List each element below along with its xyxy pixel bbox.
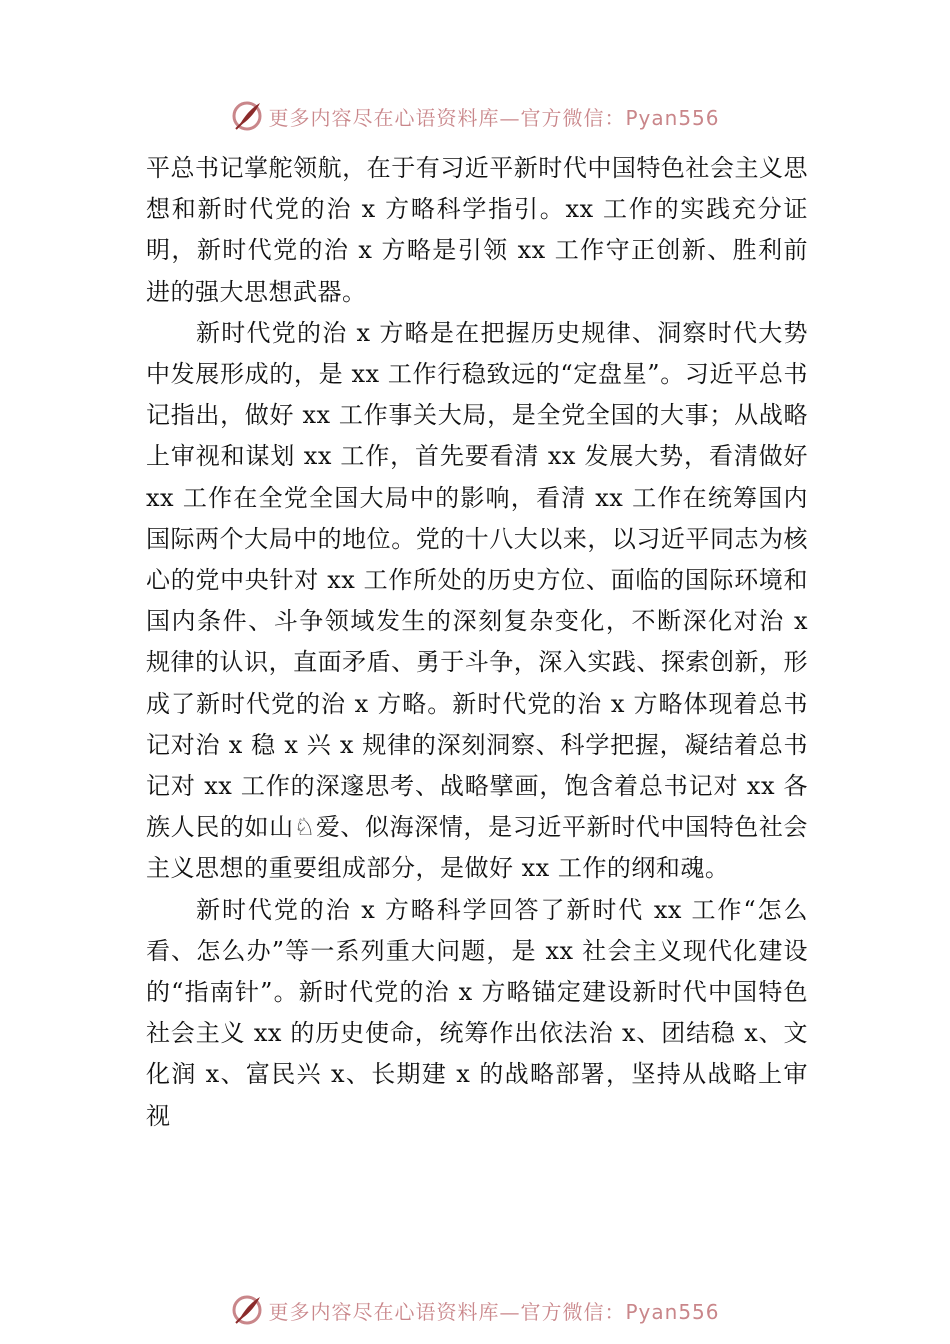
paragraph-1: 平总书记掌舵领航，在于有习近平新时代中国特色社会主义思想和新时代党的治 x 方略科学指引。xx 工作的实践充分证明，新时代党的治 x 方略是引领 xx 工作守正创新、胜利前进的强大思想武器。 — [146, 154, 808, 306]
quill-logo-icon — [230, 1293, 264, 1327]
document-body — [146, 148, 808, 1137]
banner-text: 更多内容尽在心语资料库—官方微信：Pyan556 — [268, 1299, 720, 1324]
banner-text: 更多内容尽在心语资料库—官方微信：Pyan556 — [268, 105, 720, 130]
paragraph-2: 新时代党的治 x 方略是在把握历史规律、洞察时代大势中发展形成的，是 xx 工作行稳致远的“定盘星”。习近平总书记指出，做好 xx 工作事关大局，是全党全国的大事；从战略上审视和谋划 xx 工作，首先要看清 xx 发展大势，看清做好 xx 工作在全党全国大局中的影响，看清 xx 工作在统筹国内国际两个大局中的地位。党的十八大以来，以习近平同志为核心的党中央针对 xx 工作所处的历史方位、面临的国际环境和国内条件、斗争领域发生的深刻复杂变化，不断深化对治 x 规律的认识，直面矛盾、勇于斗争，深入实践、探索创新，形成了新时代党的治 x 方略。新时代党的治 x 方略体现着总书记对治 x 稳 x 兴 x 规律的深刻洞察、科学把握，凝结着总书记对 xx 工作的深邃思考、战略擘画，饱含着总书记对 xx 各族人民的如山♘爱、似海深情，是习近平新时代中国特色社会主义思想的重要组成部分，是做好 xx 工作的纲和魂。 — [146, 318, 808, 883]
paragraph-3: 新时代党的治 x 方略科学回答了新时代 xx 工作“怎么看、怎么办”等一系列重大问题，是 xx 社会主义现代化建设的“指南针”。新时代党的治 x 方略锚定建设新时代中国特色社会主义 xx 的历史使命，统筹作出依法治 x、团结稳 x、文化润 x、富民兴 x、长期建 x 的战略部署，坚持从战略上审视 — [146, 895, 808, 1130]
wechat-id: Pyan556 — [625, 1299, 720, 1324]
quill-logo-icon — [230, 99, 264, 133]
footer-banner — [0, 1290, 950, 1330]
header-banner — [0, 96, 950, 136]
wechat-id: Pyan556 — [625, 105, 720, 130]
